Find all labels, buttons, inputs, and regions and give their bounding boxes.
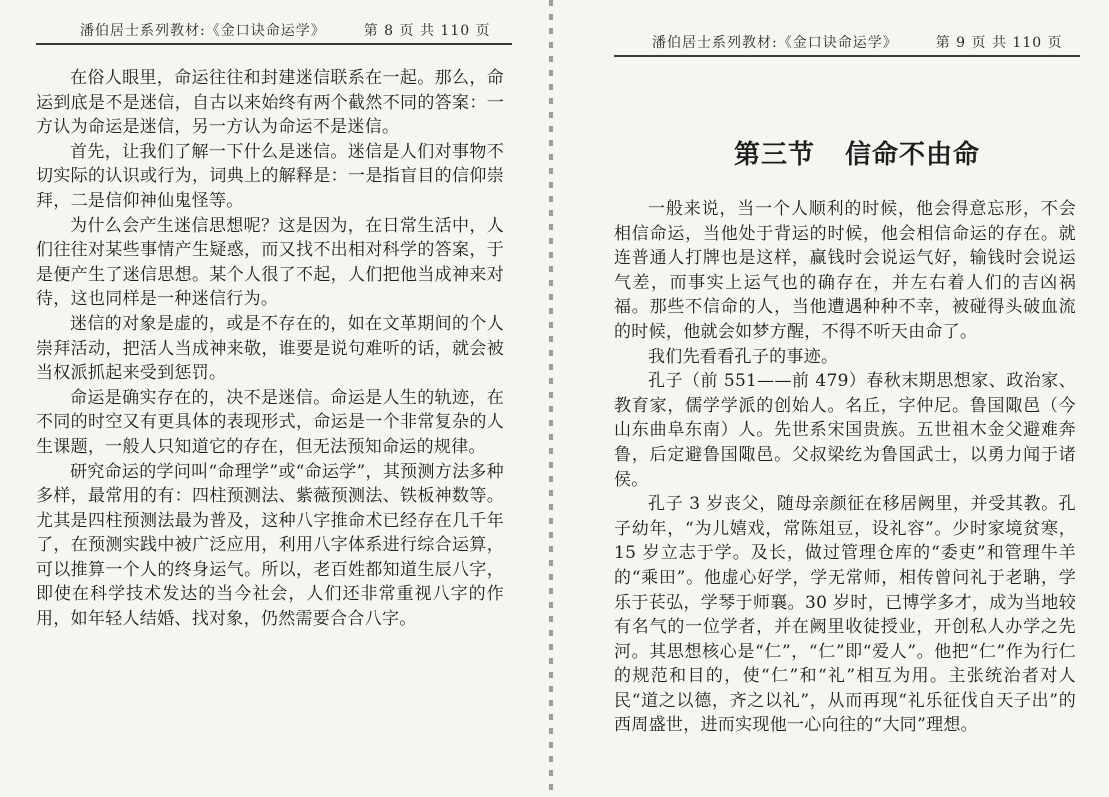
section-number: 第三节: [734, 140, 816, 170]
left-header-page-number: 第 8 页 共 110 页: [363, 23, 491, 39]
left-paragraph-3: 为什么会产生迷信思想呢？这是因为，在日常生活中，人们往往对某些事情产生疑惑，而又找不出相对科学的答案，于是便产生了迷信思想。某个人很了不起，人们把他当成神来对待，这也同样是一种迷信行为。: [36, 215, 504, 310]
left-paragraph-1: 在俗人眼里，命运往往和封建迷信联系在一起。那么，命运到底是不是迷信，自古以来始终有两个截然不同的答案：一方认为命运是迷信，另一方认为命运不是迷信。: [36, 68, 504, 138]
right-paragraph-1: 一般来说，当一个人顺利的时候，他会得意忘形，不会相信命运，当他处于背运的时候，他会相信命运的存在。就连普通人打牌也是这样，赢钱时会说运气好，输钱时会说运气差，而事实上运气也的确存在，并左右着人们的吉凶祸福。那些不信命的人，当他遭遇种种不幸，被碰得头破血流的时候，他就会如梦方醒，不得不听天由命了。: [614, 199, 1076, 342]
right-page: [556, 0, 1109, 797]
right-header-rule: [614, 55, 1080, 57]
section-heading: 信命不由命: [845, 140, 981, 170]
left-paragraph-5: 命运是确实存在的，决不是迷信。命运是人生的轨迹，在不同的时空又有更具体的表现形式，命运是一个非常复杂的人生课题，一般人只知道它的存在，但无法预知命运的规律。: [36, 387, 504, 457]
left-paragraph-2: 首先，让我们了解一下什么是迷信。迷信是人们对事物不切实际的认识或行为，词典上的解释是：一是指盲目的信仰崇拜，二是信仰神仙鬼怪等。: [36, 141, 504, 211]
right-paragraph-2: 我们先看看孔子的事迹。: [648, 346, 839, 367]
right-paragraph-4: 孔子 3 岁丧父，随母亲颜征在移居阙里，并受其教。孔子幼年，“为儿嬉戏，常陈俎豆，设礼容”。少时家境贫寒，15 岁立志于学。及长，做过管理仓库的“委吏”和管理牛羊的“乘田”。他虚心好学，学无常师，相传曾问礼于老聃，学乐于苌弘，学琴于师襄。30 岁时，已博学多才，成为当地较有名气的一位学者，并在阙里收徒授业，开创私人办学之先河。其思想核心是“仁”，“仁”即“爱人”。他把“仁”作为行仁的规范和目的，使“仁”和“礼”相互为用。主张统治者对人民“道之以德，齐之以礼”，从而再现“礼乐征伐自天子出”的西周盛世，进而实现他一心向往的“大同”理想。: [614, 494, 1076, 736]
left-page-header: [80, 20, 491, 42]
right-page-header: [652, 32, 1063, 54]
book-spine-divider: [549, 0, 553, 797]
right-paragraph-3: 孔子（前 551——前 479）春秋末期思想家、政治家、教育家，儒学学派的创始人。名丘，字仲尼。鲁国陬邑（今山东曲阜东南）人。先世系宋国贵族。五世祖木金父避难奔鲁，后定避鲁国陬邑。父叔梁纥为鲁国武士，以勇力闻于诸侯。: [614, 371, 1076, 490]
left-header-rule: [36, 43, 512, 45]
left-paragraph-6: 研究命运的学问叫“命理学”或“命运学”，其预测方法多种多样，最常用的有：四柱预测法、紫薇预测法、铁板神数等。尤其是四柱预测法最为普及，这种八字推命术已经存在几千年了，在预测实践中被广泛应用，利用八字体系进行综合运算，可以推算一个人的终身运气。所以，老百姓都知道生辰八字，即使在科学技术发达的当今社会，人们还非常重视八字的作用，如年轻人结婚、找对象，仍然需要合合八字。: [36, 461, 504, 630]
left-body-text: [36, 66, 504, 632]
right-body-text: [614, 197, 1076, 738]
right-header-page-number: 第 9 页 共 110 页: [935, 35, 1063, 51]
left-header-series: 潘伯居士系列教材:《金口诀命运学》: [80, 23, 326, 39]
left-page: [0, 0, 548, 797]
section-title: [734, 134, 980, 171]
left-paragraph-4: 迷信的对象是虚的，或是不存在的，如在文革期间的个人崇拜活动，把活人当成神来敬，谁要是说句难听的话，就会被当权派抓起来受到惩罚。: [36, 313, 504, 384]
right-header-series: 潘伯居士系列教材:《金口诀命运学》: [652, 35, 898, 51]
